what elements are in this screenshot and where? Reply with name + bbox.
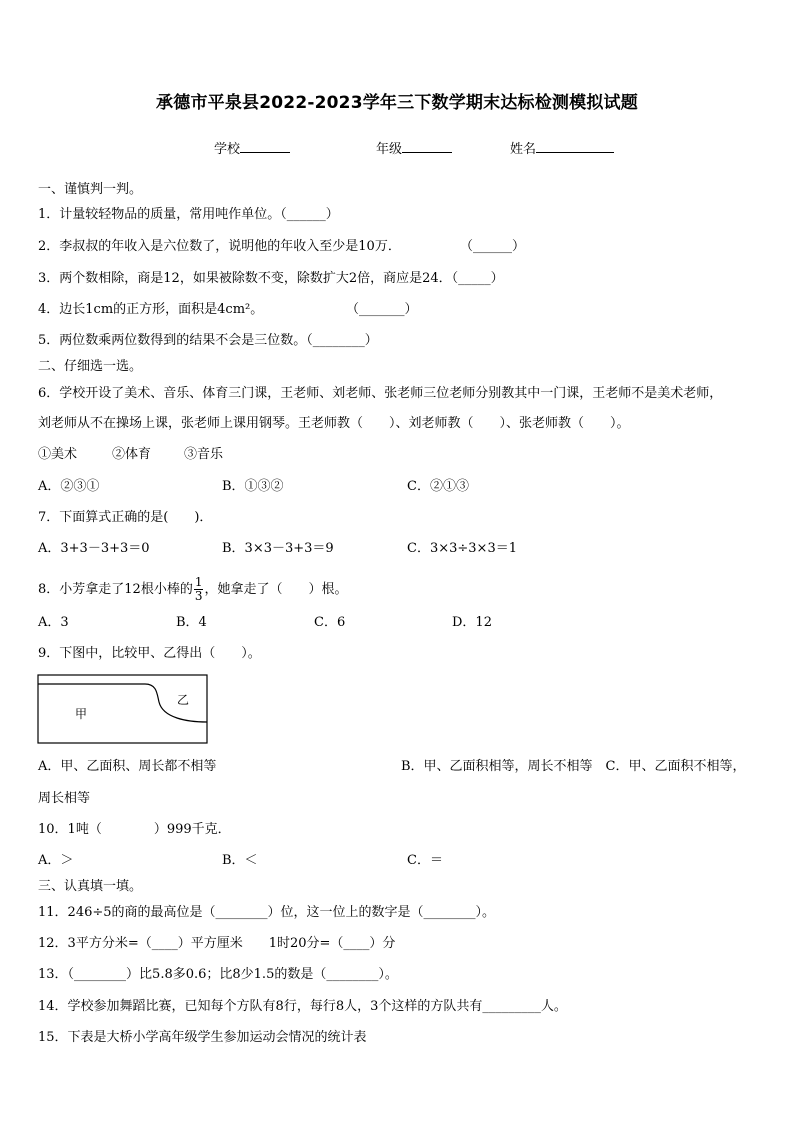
question-7-option-c[interactable]: C．3×3÷3×3＝1 — [407, 541, 517, 556]
question-6-option-a[interactable]: A．②③① — [38, 479, 100, 494]
question-10-option-c[interactable]: C．＝ — [407, 853, 443, 868]
question-8-text-after: ，她拿走了（ ）根。 — [204, 582, 348, 597]
name-blank[interactable] — [536, 140, 614, 153]
question-6-line2: 刘老师从不在操场上课，张老师上课用钢琴。王老师教（ ）、刘老师教（ ）、张老师教（ ）。 — [38, 416, 630, 431]
question-9-option-bc[interactable]: B．甲、乙面积相等，周长不相等 C．甲、乙面积不相等， — [401, 759, 746, 774]
question-3: 3．两个数相除，商是12，如果被除数不变，除数扩大2倍，商应是24．（_____） — [38, 271, 504, 286]
page-title: 承德市平泉县2022-2023学年三下数学期末达标检测模拟试题 — [156, 93, 638, 113]
section-1-heading: 一、谨慎判一判。 — [38, 182, 143, 197]
school-field — [214, 140, 290, 159]
name-label: 姓名 — [510, 142, 537, 157]
question-13: 13．（________）比5.8多0.6；比8少1.5的数是（________）。 — [38, 967, 398, 982]
question-6-item-2: ②体育 — [112, 447, 152, 462]
question-10-option-b[interactable]: B．＜ — [222, 853, 258, 868]
question-7: 7．下面算式正确的是( )． — [38, 510, 213, 525]
question-6-line1: 6．学校开设了美术、音乐、体育三门课，王老师、刘老师、张老师三位老师分别教其中一门课，王老师不是美术老师， — [38, 386, 723, 401]
question-9: 9．下图中，比较甲、乙得出（ ）。 — [38, 646, 261, 661]
question-1: 1．计量较轻物品的质量，常用吨作单位。（______） — [38, 207, 339, 222]
figure-label-yi: 乙 — [177, 693, 190, 707]
question-2-answer: （______） — [460, 239, 526, 254]
question-15: 15．下表是大桥小学高年级学生参加运动会情况的统计表 — [38, 1030, 367, 1045]
fraction-denominator: 3 — [194, 589, 203, 603]
question-6-item-1: ①美术 — [38, 447, 78, 462]
question-9-option-a[interactable]: A．甲、乙面积、周长都不相等 — [38, 759, 217, 774]
question-14: 14．学校参加舞蹈比赛，已知每个方队有8行，每行8人，3个这样的方队共有_________人。 — [38, 999, 567, 1014]
section-2-heading: 二、仔细选一选。 — [38, 359, 143, 374]
fraction-numerator: 1 — [194, 575, 203, 589]
question-6-item-3: ③音乐 — [184, 447, 224, 462]
question-4: 4．边长1cm的正方形，面积是4cm²。 — [38, 302, 264, 317]
grade-field — [376, 140, 452, 159]
question-8-option-b[interactable]: B．4 — [176, 615, 207, 630]
question-8-option-d[interactable]: D．12 — [452, 615, 492, 630]
question-8-option-a[interactable]: A．3 — [38, 615, 69, 630]
question-2: 2．李叔叔的年收入是六位数了，说明他的年收入至少是10万． — [38, 239, 401, 254]
question-8-text-before: 8．小芳拿走了12根小棒的 — [38, 582, 193, 597]
question-8-option-c[interactable]: C．6 — [314, 615, 346, 630]
question-11: 11．246÷5的商的最高位是（________）位，这一位上的数字是（________）。 — [38, 905, 496, 920]
figure-label-jia: 甲 — [75, 707, 88, 721]
section-3-heading: 三、认真填一填。 — [38, 879, 143, 894]
grade-blank[interactable] — [402, 140, 452, 153]
grade-label: 年级 — [376, 142, 403, 157]
figure-rectangle — [38, 675, 207, 743]
question-7-option-a[interactable]: A．3+3－3+3＝0 — [38, 541, 150, 556]
question-4-answer: （_______） — [346, 302, 418, 317]
question-10: 10．1吨（ ）999千克． — [38, 822, 231, 837]
school-label: 学校 — [214, 142, 241, 157]
question-9-figure — [37, 674, 209, 746]
question-6-option-c[interactable]: C．②①③ — [407, 479, 469, 494]
school-blank[interactable] — [240, 140, 290, 153]
question-7-option-b[interactable]: B．3×3－3+3＝9 — [222, 541, 334, 556]
fraction-one-third — [194, 576, 204, 603]
question-6-option-b[interactable]: B．①③② — [222, 479, 284, 494]
question-8 — [38, 576, 347, 603]
name-field — [510, 140, 614, 159]
question-12: 12．3平方分米=（____）平方厘米 1时20分=（____）分 — [38, 936, 396, 951]
question-5: 5．两位数乘两位数得到的结果不会是三位数。（________） — [38, 333, 378, 348]
question-9-option-c-cont: 周长相等 — [38, 791, 91, 806]
question-10-option-a[interactable]: A．＞ — [38, 853, 74, 868]
